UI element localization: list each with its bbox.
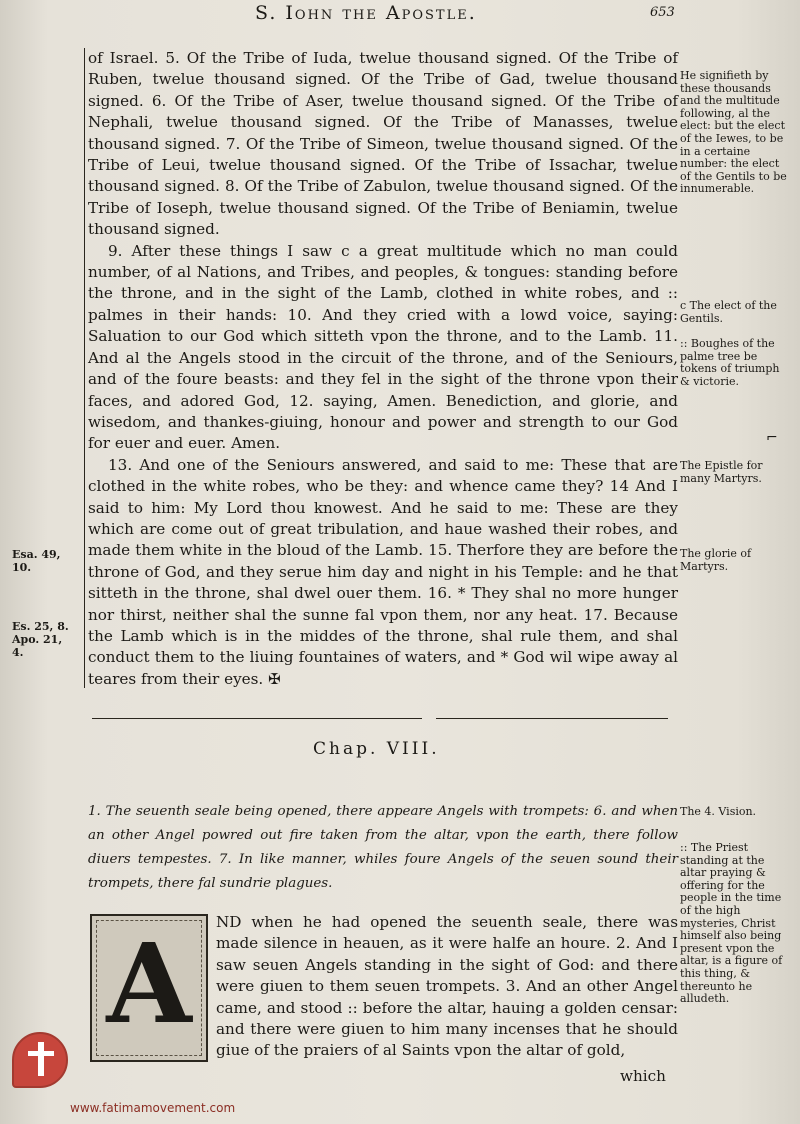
page-title: S. Iohn the Apostle. (255, 2, 477, 24)
chapter-summary: 1. The seuenth seale being opened, there appeare Angels with trompets: 6. and when an other Angel powred out fire taken from the altar, vpon the earth, there follow diuers tempestes. 7. In like manner, whiles foure Angels of the seuen sound their trompets, there fal sundrie plagues. (88, 804, 678, 891)
paragraph-tribes: of Israel. 5. Of the Tribe of Iuda, twelue thousand signed. Of the Tribe of Ruben, twelue thousand signed. Of the Tribe of Gad, twelue thousand signed. 6. Of the Tribe of Aser, twelue thousand signed. Of the Tribe of Nephali, twelue thousand signed. Of the Tribe of Manasses, twelue thousand signed. 7. Of the Tribe of Simeon, twelue thousand signed. Of the Tribe of Leui, twelue thousand signed. Of the Tribe of Issachar, twelue thousand signed. 8. Of the Tribe of Zabulon, twelue thousand signed. Of the Tribe of Ioseph, twelue thousand signed. Of the Tribe of Beniamin, twelue thousand signed. (88, 49, 678, 239)
section-rule-right (436, 718, 668, 719)
margin-mark-icon: ⌐ (766, 430, 778, 446)
papal-keys-logo-icon (12, 1032, 68, 1088)
website-watermark[interactable]: www.fatimamovement.com (70, 1101, 236, 1115)
margin-note-glorie: The glorie of Martyrs. (680, 547, 752, 573)
running-header (0, 2, 800, 30)
chapter-text (90, 912, 678, 1062)
catchword: which (620, 1067, 666, 1085)
drop-cap-ornament (90, 914, 208, 1062)
column-rule (84, 48, 85, 688)
section-rule-left (92, 718, 422, 719)
margin-ref-es-25: Es. 25, 8. Apo. 21, 4. (12, 620, 69, 659)
margin-note-palme-boughes: :: Boughes of the palme tree be tokens of triumph & victorie. (680, 337, 780, 388)
margin-note-priest: :: The Priest standing at the altar praying & offering for the people in the time of the high mysteries, Christ himself also being present vpon the altar, is a figure of this thing, & thereunto he alludeth. (680, 841, 783, 1006)
drop-cap-letter: A (106, 919, 192, 1048)
logo-cross-vertical (38, 1042, 44, 1076)
margin-note-vision: The 4. Vision. (680, 805, 757, 818)
logo-cross-bar (28, 1051, 54, 1056)
page-number: 653 (650, 5, 675, 20)
margin-note-elect-gentils: c The elect of the Gentils. (680, 299, 777, 325)
margin-note-thousands: He signifieth by these thousands and the multitude following, al the elect: but the elect of the Iewes, to be in a certaine number: the elect of the Gentils to be innumerable. (680, 69, 787, 196)
main-column (88, 48, 678, 690)
chapter-paragraph: ND when he had opened the seuenth seale, there was made silence in heauen, as it were halfe an houre. 2. And I saw seuen Angels standing in the sight of God: and there were giuen to them seuen trompets. 3. And an other Angel came, and stood :: before the altar, hauing a golden censar: and there were giuen to him many incenses that he should giue of the praiers of al Saints vpon the altar of gold, (216, 913, 678, 1060)
margin-ref-esa-49: Esa. 49, 10. (12, 548, 61, 574)
chapter-heading: Chap. VIII. (313, 739, 440, 759)
paragraph-seniours: 13. And one of the Seniours answered, and said to me: These that are clothed in the white robes, who be they: and whence came they? 14 And I said to him: My Lord thou knowest. And he said to me: These are they which are come out of great tribulation, and haue washed their robes, and made them white in the bloud of the Lamb. 15. Therfore they are before the throne of God, and they serue him day and night in his Temple: and he that sitteth in the throne, shal dwel ouer them. 16. * They shal no more hunger nor thirst, neither shal the sunne fal vpon them, nor any heat. 17. Because the Lamb which is in the middes of the throne, shal rule them, and shal conduct them to the liuing fountaines of waters, and * God wil wipe away al teares from their eyes. ✠ (88, 455, 678, 688)
paragraph-multitude: 9. After these things I saw c a great multitude which no man could number, of al Nations, and Tribes, and peoples, & tongues: standing before the throne, and in the sight of the Lamb, clothed in white robes, and :: palmes in their hands: 10. And they cried with a lowd voice, saying: Saluation to our God which sitteth vpon the throne, and to the Lamb. 11. And al the Angels stood in the circuit of the throne, and of the Seniours, and of the foure beasts: and they fel in the sight of the throne vpon their faces, and adored God, 12. saying, Amen. Benediction, and glorie, and wisedom, and thankes-giuing, honour and power and strength to our God for euer and euer. Amen. (88, 241, 678, 453)
margin-note-epistle: The Epistle for many Martyrs. (680, 459, 763, 485)
